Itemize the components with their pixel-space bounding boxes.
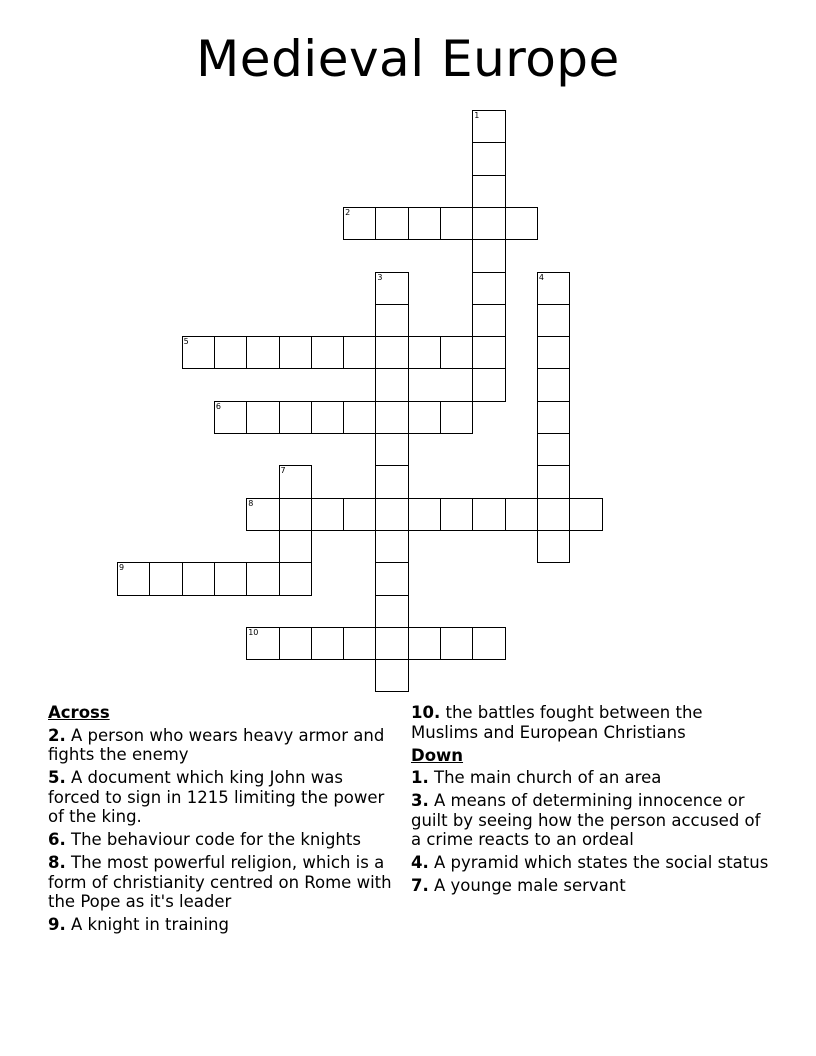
grid-cell[interactable]	[375, 595, 408, 628]
clue-text: the battles fought between the Muslims and European Christians	[411, 703, 703, 742]
clues-left-column	[48, 703, 393, 938]
grid-cell[interactable]	[375, 498, 408, 531]
puzzle-title: Medieval Europe	[196, 30, 620, 88]
grid-cell[interactable]	[375, 562, 408, 595]
grid-cell[interactable]	[472, 175, 505, 208]
grid-cell[interactable]	[537, 433, 570, 466]
across-heading: Across	[48, 703, 110, 722]
grid-cell[interactable]	[246, 498, 279, 531]
grid-cell[interactable]	[537, 272, 570, 305]
grid-cell[interactable]	[375, 401, 408, 434]
down-clue-1	[411, 768, 771, 788]
grid-cell[interactable]	[279, 401, 312, 434]
clue-text: A means of determining innocence or guilt by seeing how the person accused of a crime reacts to an ordeal	[411, 791, 761, 849]
grid-cell[interactable]	[311, 498, 344, 531]
grid-cell[interactable]	[537, 304, 570, 337]
grid-cell[interactable]	[472, 272, 505, 305]
grid-cell[interactable]	[537, 401, 570, 434]
grid-cell[interactable]	[246, 562, 279, 595]
grid-cell[interactable]	[149, 562, 182, 595]
grid-cell[interactable]	[246, 627, 279, 660]
grid-cell[interactable]	[408, 627, 441, 660]
grid-cell[interactable]	[375, 465, 408, 498]
down-clue-4	[411, 853, 771, 873]
grid-cell[interactable]	[375, 304, 408, 337]
grid-cell[interactable]	[408, 498, 441, 531]
down-clue-3	[411, 791, 771, 850]
grid-cell[interactable]	[214, 401, 247, 434]
grid-cell[interactable]	[375, 433, 408, 466]
clue-number-label: 2	[345, 207, 351, 217]
clue-number: 7.	[411, 876, 429, 895]
grid-cell[interactable]	[375, 272, 408, 305]
grid-cell[interactable]	[279, 530, 312, 563]
clue-number-label: 1	[474, 111, 480, 120]
grid-cell[interactable]	[472, 627, 505, 660]
down-clue-7	[411, 876, 771, 896]
grid-cell[interactable]	[279, 465, 312, 498]
grid-cell[interactable]	[279, 498, 312, 531]
grid-cell[interactable]	[279, 627, 312, 660]
grid-cell[interactable]	[440, 498, 473, 531]
across-clue-8	[48, 853, 393, 912]
grid-cell[interactable]	[182, 562, 215, 595]
grid-cell[interactable]	[537, 465, 570, 498]
grid-cell[interactable]	[214, 336, 247, 369]
grid-cell[interactable]	[505, 207, 538, 240]
grid-cell[interactable]	[472, 368, 505, 401]
grid-cell[interactable]	[375, 627, 408, 660]
across-clue-6	[48, 830, 393, 850]
grid-cell[interactable]	[472, 336, 505, 369]
clue-number-label: 8	[248, 498, 254, 508]
grid-cell[interactable]	[343, 498, 376, 531]
grid-cell[interactable]	[117, 562, 150, 595]
grid-cell[interactable]	[472, 239, 505, 272]
clue-number-label: 4	[538, 272, 544, 282]
grid-cell[interactable]	[408, 336, 441, 369]
grid-cell[interactable]	[440, 627, 473, 660]
grid-cell[interactable]	[537, 530, 570, 563]
grid-cell[interactable]	[343, 401, 376, 434]
clue-text: A knight in training	[71, 915, 229, 934]
clue-number-label: 6	[215, 401, 221, 411]
clue-number: 10.	[411, 703, 441, 722]
clues-right-column	[411, 703, 771, 899]
grid-cell[interactable]	[505, 498, 538, 531]
clue-number: 5.	[48, 768, 66, 787]
clue-text: The main church of an area	[434, 768, 662, 787]
clue-text: The behaviour code for the knights	[71, 830, 361, 849]
clue-text: A document which king John was forced to sign in 1215 limiting the power of the king.	[48, 768, 385, 826]
grid-cell[interactable]	[569, 498, 602, 531]
grid-cell[interactable]	[375, 336, 408, 369]
across-clue-2	[48, 726, 393, 765]
across-clue-5	[48, 768, 393, 827]
clue-number-label: 7	[280, 466, 286, 476]
grid-cell[interactable]	[408, 207, 441, 240]
grid-cell[interactable]	[279, 562, 312, 595]
grid-cell[interactable]	[472, 110, 505, 143]
grid-cell[interactable]	[440, 401, 473, 434]
clue-text: A younge male servant	[434, 876, 626, 895]
clue-text: A pyramid which states the social status	[434, 853, 769, 872]
clue-text: A person who wears heavy armor and fights the enemy	[48, 725, 385, 764]
grid-cell[interactable]	[375, 207, 408, 240]
grid-cell[interactable]	[375, 530, 408, 563]
grid-cell[interactable]	[440, 336, 473, 369]
down-heading: Down	[411, 745, 464, 765]
clue-text: The most powerful religion, which is a form of christianity centred on Rome with the Pope as it's leader	[48, 853, 392, 911]
grid-cell[interactable]	[472, 498, 505, 531]
grid-cell[interactable]	[537, 368, 570, 401]
across-clue-10	[411, 703, 771, 742]
clue-number: 3.	[411, 791, 429, 810]
grid-cell[interactable]	[537, 498, 570, 531]
grid-cell[interactable]	[343, 336, 376, 369]
clue-number: 1.	[411, 768, 429, 787]
clue-number-label: 5	[183, 337, 189, 347]
clue-number: 6.	[48, 830, 66, 849]
grid-cell[interactable]	[537, 336, 570, 369]
grid-cell[interactable]	[182, 336, 215, 369]
grid-cell[interactable]	[311, 627, 344, 660]
grid-cell[interactable]	[375, 659, 408, 692]
grid-cell[interactable]	[375, 368, 408, 401]
grid-cell[interactable]	[472, 304, 505, 337]
grid-cell[interactable]	[246, 336, 279, 369]
clue-number: 4.	[411, 853, 429, 872]
grid-cell[interactable]	[311, 401, 344, 434]
grid-cell[interactable]	[343, 627, 376, 660]
grid-cell[interactable]	[214, 562, 247, 595]
grid-cell[interactable]	[408, 401, 441, 434]
grid-cell[interactable]	[246, 401, 279, 434]
grid-cell[interactable]	[279, 336, 312, 369]
clue-number-label: 3	[377, 272, 383, 282]
grid-cell[interactable]	[311, 336, 344, 369]
clue-number: 8.	[48, 853, 66, 872]
clue-number-label: 10	[248, 627, 259, 637]
grid-cell[interactable]	[440, 207, 473, 240]
grid-cell[interactable]	[472, 142, 505, 175]
grid-cell[interactable]	[343, 207, 376, 240]
clue-number: 2.	[48, 725, 66, 745]
across-clue-9	[48, 915, 393, 935]
clue-number-label: 9	[119, 563, 125, 573]
grid-cell[interactable]	[472, 207, 505, 240]
clue-number: 9.	[48, 915, 66, 934]
